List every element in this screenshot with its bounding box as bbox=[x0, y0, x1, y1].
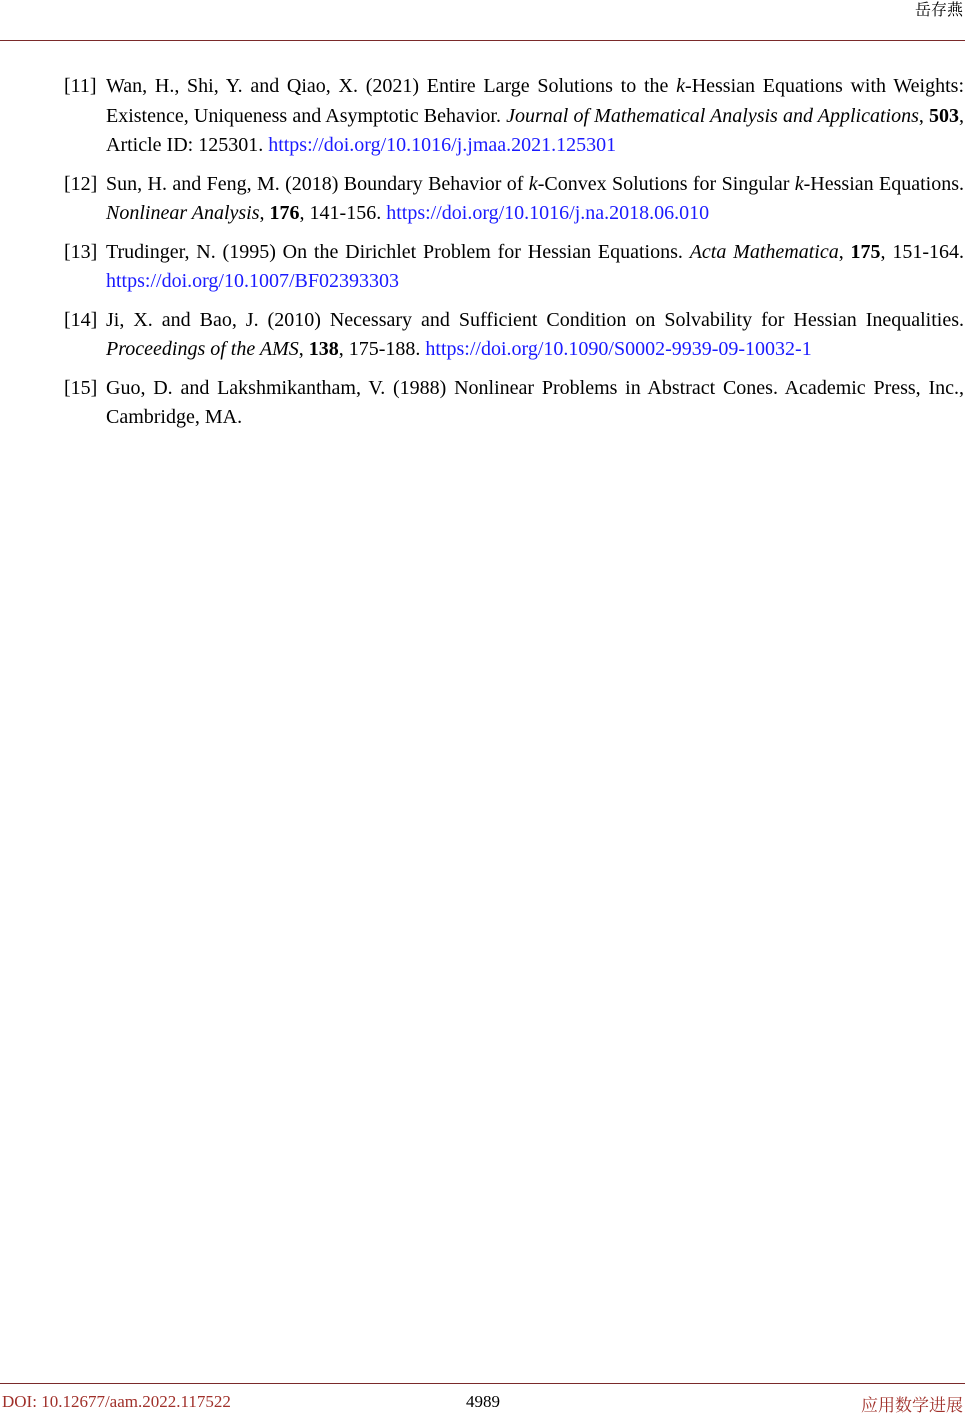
reference-number: [14] bbox=[64, 308, 98, 331]
reference-pages: , Article ID: 125301. bbox=[106, 104, 965, 156]
reference-pages: , 151-164. bbox=[880, 240, 964, 263]
reference-15 bbox=[64, 374, 964, 433]
reference-text: Guo, D. and Lakshmikantham, V. (1988) Nonlinear Problems in Abstract Cones. Academic Press, Inc., Cambridge, MA. bbox=[106, 376, 964, 428]
reference-12 bbox=[64, 170, 964, 229]
reference-authors-title: Trudinger, N. (1995) On the Dirichlet Problem for Hessian Equations. bbox=[106, 240, 690, 263]
reference-journal: Proceedings of the AMS bbox=[106, 338, 299, 360]
reference-authors-title: Ji, X. and Bao, J. (2010) Necessary and Sufficient Condition on Solvability for Hessian Inequalities. bbox=[106, 308, 964, 331]
reference-title-rest: -Hessian Equations with Weights: Existence, Uniqueness and Asymptotic Behavior. bbox=[106, 75, 964, 127]
separator: , bbox=[298, 338, 309, 360]
reference-doi-link[interactable]: https://doi.org/10.1016/j.na.2018.06.010 bbox=[386, 202, 710, 224]
footer-journal-name: 应用数学进展 bbox=[861, 1396, 963, 1416]
header-rule bbox=[0, 40, 965, 41]
reference-number: [12] bbox=[64, 172, 98, 195]
math-k: k bbox=[794, 172, 804, 195]
reference-number: [13] bbox=[64, 240, 98, 263]
reference-volume: 503 bbox=[929, 104, 960, 127]
separator: , bbox=[918, 104, 930, 127]
reference-11 bbox=[64, 72, 964, 161]
footer-doi: DOI: 10.12677/aam.2022.117522 bbox=[2, 1392, 231, 1411]
reference-journal: Nonlinear Analysis bbox=[106, 202, 260, 224]
reference-list bbox=[64, 72, 964, 442]
reference-13 bbox=[64, 238, 964, 297]
math-k: k bbox=[528, 172, 538, 195]
reference-title-rest: -Hessian Equations. bbox=[803, 172, 964, 195]
header-author: 岳存燕 bbox=[914, 0, 963, 19]
reference-pages: , 175-188. bbox=[338, 338, 426, 360]
separator: , bbox=[838, 240, 851, 263]
separator: , bbox=[259, 202, 270, 224]
reference-authors-title: Sun, H. and Feng, M. (2018) Boundary Behavior of bbox=[106, 172, 529, 195]
reference-journal: Journal of Mathematical Analysis and Applications bbox=[506, 104, 919, 127]
footer-rule bbox=[0, 1383, 965, 1384]
math-k: k bbox=[676, 75, 686, 97]
reference-number: [11] bbox=[64, 75, 97, 97]
reference-title-mid: -Convex Solutions for Singular bbox=[537, 172, 795, 195]
reference-pages: , 141-156. bbox=[299, 202, 387, 224]
reference-number: [15] bbox=[64, 376, 98, 399]
reference-journal: Acta Mathematica bbox=[689, 240, 839, 263]
reference-doi-link[interactable]: https://doi.org/10.1016/j.jmaa.2021.125301 bbox=[268, 134, 617, 156]
reference-doi-link[interactable]: https://doi.org/10.1007/BF02393303 bbox=[106, 270, 399, 292]
reference-volume: 175 bbox=[850, 240, 881, 263]
reference-doi-link[interactable]: https://doi.org/10.1090/S0002-9939-09-10032-1 bbox=[425, 338, 812, 360]
reference-volume: 138 bbox=[308, 338, 339, 360]
page-number: 4989 bbox=[466, 1392, 500, 1411]
reference-volume: 176 bbox=[269, 202, 300, 224]
reference-14 bbox=[64, 306, 964, 365]
reference-authors-title: Wan, H., Shi, Y. and Qiao, X. (2021) Entire Large Solutions to the bbox=[106, 75, 677, 97]
